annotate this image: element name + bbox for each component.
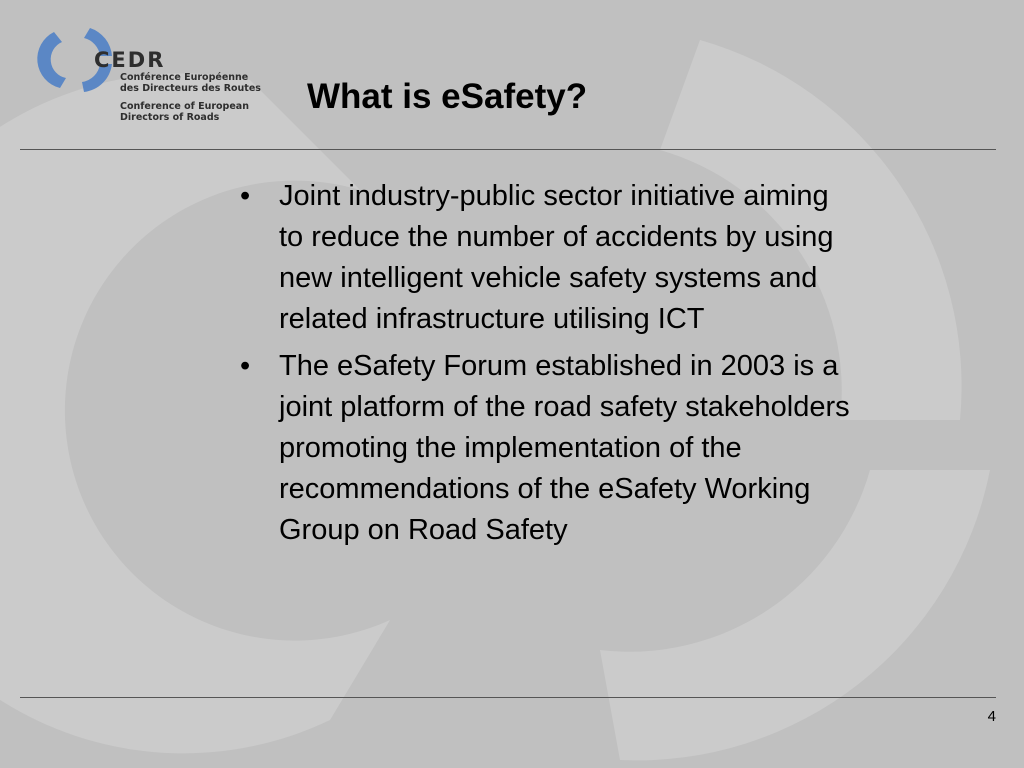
bullet-item (240, 176, 980, 340)
bullet-icon: • (240, 180, 251, 212)
header-divider (20, 149, 996, 150)
page-number: 4 (987, 708, 996, 725)
bullet-line: related infrastructure utilising ICT (279, 303, 705, 335)
bullet-icon: • (240, 350, 251, 382)
bullet-line: new intelligent vehicle safety systems and (279, 262, 818, 294)
bullet-list (240, 176, 980, 557)
bullet-line: recommendations of the eSafety Working (279, 473, 811, 505)
logo-subtitle-fr-1: Conférence Européenne (120, 72, 249, 83)
footer-divider (20, 697, 996, 698)
logo-subtitle-fr-2: des Directeurs des Routes (120, 83, 261, 94)
slide-title: What is eSafety? (307, 77, 588, 116)
logo-wordmark: CEDR (94, 48, 166, 72)
bullet-line: Joint industry-public sector initiative aiming (279, 180, 829, 212)
bullet-line: The eSafety Forum established in 2003 is a (279, 350, 839, 382)
bullet-line: joint platform of the road safety stakeholders (279, 391, 850, 423)
cedr-logo (34, 26, 261, 126)
logo-subtitle-en-2: Directors of Roads (120, 112, 220, 123)
logo-subtitle-en-1: Conference of European (120, 101, 249, 112)
bullet-line: Group on Road Safety (279, 514, 568, 546)
bullet-item (240, 346, 980, 551)
bullet-line: promoting the implementation of the (279, 432, 742, 464)
bullet-line: to reduce the number of accidents by using (279, 221, 834, 253)
